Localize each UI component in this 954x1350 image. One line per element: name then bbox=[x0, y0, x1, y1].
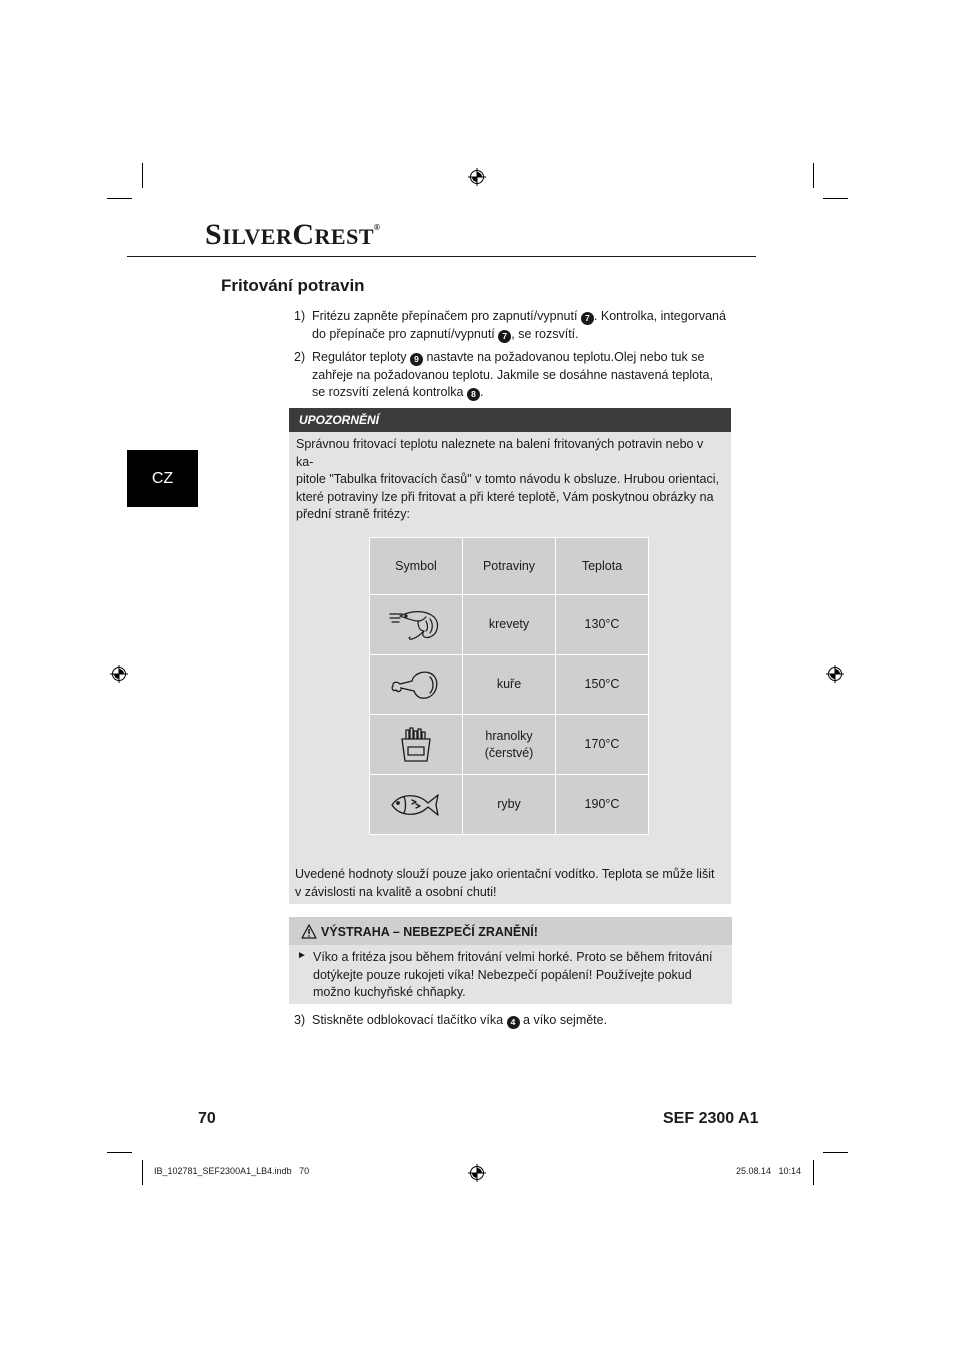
step-text-line: nastavte na požadovanou teplotu.Olej nebo tuk se bbox=[422, 350, 705, 364]
table-row bbox=[370, 655, 649, 715]
chicken-leg-icon bbox=[388, 667, 444, 703]
notice-intro-line: přední straně fritézy: bbox=[296, 507, 410, 521]
crop-mark bbox=[107, 1152, 132, 1153]
notice-intro bbox=[296, 436, 721, 524]
step-text-line: , se rozsvítí. bbox=[511, 326, 579, 341]
table-row bbox=[370, 775, 649, 835]
step-text-line: zahřeje na požadovanou teplotu. Jakmile se dosáhne nastavená teplota, bbox=[312, 367, 713, 382]
step-2 bbox=[294, 349, 734, 403]
step-text bbox=[312, 1012, 607, 1030]
step-text-line: . Kontrolka, integorvaná bbox=[593, 309, 726, 323]
shrimp-icon bbox=[388, 607, 444, 643]
part-number-badge: 8 bbox=[467, 388, 480, 401]
model-number: SEF 2300 A1 bbox=[663, 1110, 759, 1127]
notice-heading: UPOZORNĚNÍ bbox=[289, 408, 731, 432]
crop-mark bbox=[823, 1152, 848, 1153]
warning-triangle-icon bbox=[301, 924, 317, 939]
print-slug-date: 25.08.14 10:14 bbox=[736, 1166, 802, 1176]
logo-letter: C bbox=[292, 218, 315, 251]
food-label: hranolky bbox=[485, 728, 533, 743]
crop-mark bbox=[142, 1160, 143, 1185]
table-row bbox=[370, 595, 649, 655]
temperature-cell: 150°C bbox=[556, 655, 649, 715]
print-slug-file: IB_102781_SEF2300A1_LB4.indb 70 bbox=[154, 1166, 310, 1176]
notice-intro-line: pitole "Tabulka fritovacích časů" v tomto návodu k obsluze. Hrubou orientaci, bbox=[296, 472, 719, 486]
table-row bbox=[370, 715, 649, 775]
warning-heading-text: VÝSTRAHA – NEBEZPEČÍ ZRANĚNÍ! bbox=[321, 925, 538, 939]
registration-mark-icon bbox=[468, 1164, 486, 1182]
part-number-badge: 7 bbox=[581, 312, 594, 325]
warning-line: Víko a fritéza jsou během fritování velmi horké. Proto se během fritování bbox=[313, 950, 713, 964]
table-header-row bbox=[370, 538, 649, 595]
warning-body bbox=[313, 949, 723, 1002]
food-cell bbox=[463, 715, 556, 775]
notice-box bbox=[289, 408, 731, 904]
part-number-badge: 9 bbox=[410, 353, 423, 366]
crop-mark bbox=[823, 198, 848, 199]
bullet-arrow-icon: ► bbox=[297, 950, 307, 961]
section-title: Fritování potravin bbox=[221, 276, 365, 295]
step-number: 3) bbox=[294, 1013, 306, 1027]
step-number: 2) bbox=[294, 350, 306, 364]
registered-mark: ® bbox=[374, 223, 381, 232]
warning-line: dotýkejte pouze rukojeti víka! Nebezpečí popálení! Používejte pokud bbox=[313, 967, 692, 982]
notice-intro-line: Správnou fritovací teplotu naleznete na balení fritovaných potravin nebo v ka- bbox=[296, 437, 704, 469]
symbol-cell bbox=[370, 595, 463, 655]
step-text-line: do přepínače pro zapnutí/vypnutí bbox=[312, 326, 499, 341]
step-text-line: . bbox=[479, 385, 484, 399]
silvercrest-logo bbox=[205, 218, 380, 252]
food-cell: krevety bbox=[463, 595, 556, 655]
temperature-cell: 170°C bbox=[556, 715, 649, 775]
temperature-table bbox=[369, 537, 649, 835]
fish-icon bbox=[388, 787, 444, 823]
page-number: 70 bbox=[198, 1110, 216, 1127]
crop-mark bbox=[142, 163, 143, 188]
step-text-line: Stiskněte odblokovací tlačítko víka bbox=[312, 1013, 507, 1027]
warning-line: možno kuchyňské chňapky. bbox=[313, 985, 466, 999]
registration-mark-icon bbox=[468, 168, 486, 186]
warning-heading bbox=[289, 917, 732, 945]
food-cell: ryby bbox=[463, 775, 556, 835]
registration-mark-icon bbox=[110, 665, 128, 683]
notice-footer-line: v závislosti na kvalitě a osobní chuti! bbox=[295, 884, 497, 899]
crop-mark bbox=[107, 198, 132, 199]
part-number-badge: 7 bbox=[498, 330, 511, 343]
step-text-line: a víko sejměte. bbox=[519, 1013, 608, 1027]
notice-footer-line: Uvedené hodnoty slouží pouze jako orientační vodítko. Teplota se může lišit bbox=[295, 867, 715, 881]
logo-letters: ILVER bbox=[222, 224, 293, 249]
symbol-cell bbox=[370, 715, 463, 775]
step-3 bbox=[294, 1012, 734, 1030]
table-header-cell: Teplota bbox=[556, 538, 649, 595]
crop-mark bbox=[813, 1160, 814, 1185]
crop-mark bbox=[813, 163, 814, 188]
step-text bbox=[312, 349, 713, 402]
temperature-cell: 130°C bbox=[556, 595, 649, 655]
symbol-cell bbox=[370, 655, 463, 715]
step-text-line: se rozsvítí zelená kontrolka bbox=[312, 385, 467, 399]
logo-letter: S bbox=[205, 218, 223, 251]
food-cell: kuře bbox=[463, 655, 556, 715]
part-number-badge: 4 bbox=[507, 1016, 520, 1029]
fries-icon bbox=[396, 727, 436, 763]
step-number: 1) bbox=[294, 309, 306, 323]
header-rule bbox=[127, 256, 756, 257]
step-text bbox=[312, 308, 726, 343]
table-header-cell: Potraviny bbox=[463, 538, 556, 595]
step-text-line: Fritézu zapněte přepínačem pro zapnutí/vypnutí bbox=[312, 309, 581, 323]
notice-intro-line: které potraviny lze při fritovat a při které teplotě, Vám poskytnou obrázky na bbox=[296, 489, 714, 504]
language-tab: CZ bbox=[127, 450, 198, 507]
food-label-note: (čerstvé) bbox=[484, 745, 534, 760]
step-1 bbox=[294, 308, 734, 344]
symbol-cell bbox=[370, 775, 463, 835]
temperature-cell: 190°C bbox=[556, 775, 649, 835]
step-text-line: Regulátor teploty bbox=[312, 350, 410, 364]
registration-mark-icon bbox=[826, 665, 844, 683]
table-header-cell: Symbol bbox=[370, 538, 463, 595]
notice-footer bbox=[295, 866, 720, 901]
logo-letters: REST bbox=[314, 224, 375, 249]
warning-box bbox=[289, 917, 732, 1004]
